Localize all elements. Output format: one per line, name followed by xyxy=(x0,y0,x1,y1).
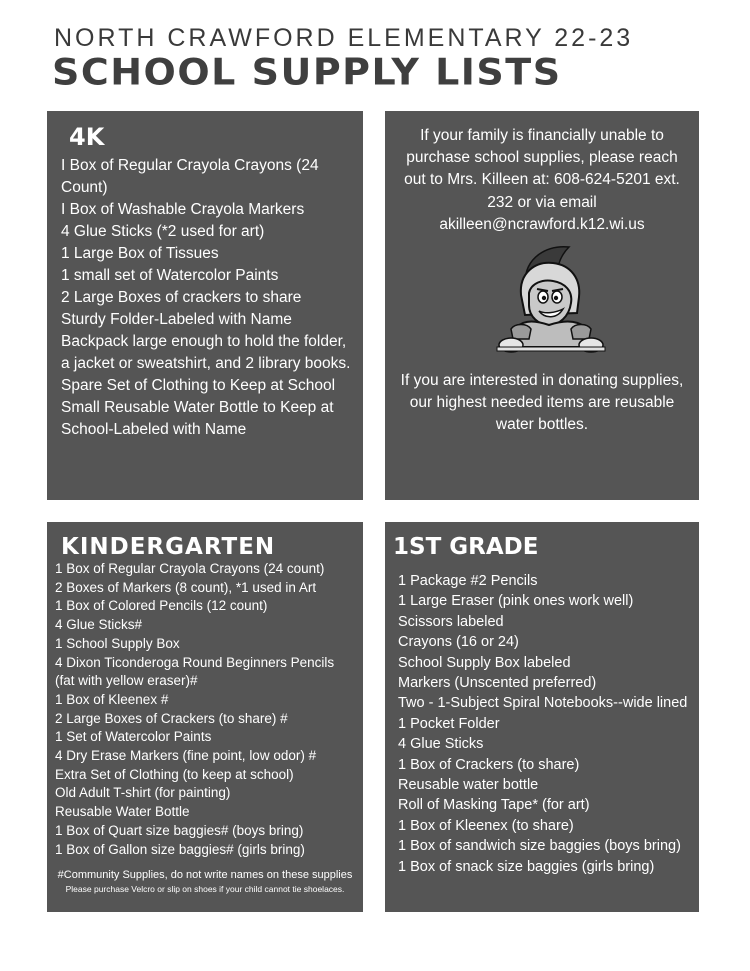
list-item: 1 Large Eraser (pink ones work well) xyxy=(398,593,634,610)
list-item: 1 Large Box of Tissues xyxy=(61,245,219,262)
list-item: 1 Box of Quart size baggies# (boys bring) xyxy=(55,822,304,838)
list-item: Backpack large enough to hold the folder, a jacket or sweatshirt, and 2 library books. xyxy=(61,333,351,372)
panel-4k-title: 4K xyxy=(69,123,105,151)
panel-kindergarten-title: KINDERGARTEN xyxy=(61,534,276,560)
list-item: 1 Box of sandwich size baggies (boys bring) xyxy=(398,838,681,855)
list-item: 1 Pocket Folder xyxy=(398,715,500,732)
list-item: Reusable Water Bottle xyxy=(55,804,190,820)
list-item: 1 Box of snack size baggies (girls bring) xyxy=(398,858,655,875)
supply-list-4k xyxy=(61,155,351,441)
list-item: Small Reusable Water Bottle to Keep at School-Labeled with Name xyxy=(61,399,334,438)
spartan-mascot-icon xyxy=(495,243,607,357)
list-item: 1 Box of Crackers (to share) xyxy=(398,756,580,773)
list-item: 2 Large Boxes of crackers to share xyxy=(61,289,302,306)
panel-4k xyxy=(47,111,363,500)
list-item: I Box of Regular Crayola Crayons (24 Count) xyxy=(61,157,319,196)
community-supplies-note: #Community Supplies, do not write names on these supplies xyxy=(57,869,353,881)
list-item: 1 Box of Kleenex (to share) xyxy=(398,817,574,834)
list-item: 4 Dixon Ticonderoga Round Beginners Pencils (fat with yellow eraser)# xyxy=(55,654,335,689)
list-item: 1 Box of Regular Crayola Crayons (24 count) xyxy=(55,561,325,576)
list-item: 1 Box of Colored Pencils (12 count) xyxy=(55,598,268,614)
list-item: School Supply Box labeled xyxy=(398,654,571,671)
list-item: Old Adult T-shirt (for painting) xyxy=(55,785,231,801)
list-item: 1 School Supply Box xyxy=(55,635,180,651)
panel-kindergarten xyxy=(47,522,363,912)
list-item: 2 Large Boxes of Crackers (to share) # xyxy=(55,710,288,726)
list-item: Scissors labeled xyxy=(398,613,504,630)
list-item: 1 Set of Watercolor Paints xyxy=(55,729,212,745)
list-item: Extra Set of Clothing (to keep at school) xyxy=(55,766,294,782)
list-item: 4 Dry Erase Markers (fine point, low odor) # xyxy=(55,748,317,764)
list-item: 4 Glue Sticks (*2 used for art) xyxy=(61,223,265,240)
panel-1st-grade xyxy=(385,522,699,912)
financial-assistance-text: If your family is financially unable to purchase school supplies, please reach out to Mrs. Killeen at: 608-624-5201 ext. 232 or via email akilleen@ncrawford.k12.wi.us xyxy=(404,127,680,233)
list-item: 4 Glue Sticks# xyxy=(55,617,143,633)
list-item: 1 Box of Gallon size baggies# (girls bring) xyxy=(55,841,305,857)
shoes-note: Please purchase Velcro or slip on shoes if your child cannot tie shoelaces. xyxy=(65,884,345,894)
panel-1st-grade-title: 1ST GRADE xyxy=(393,534,539,560)
list-item: Sturdy Folder-Labeled with Name xyxy=(61,311,292,328)
page-title: SCHOOL SUPPLY LISTS xyxy=(52,51,562,93)
list-item: 2 Boxes of Markers (8 count), *1 used in Art xyxy=(55,579,317,595)
supply-list-kindergarten xyxy=(55,560,355,859)
panel-info xyxy=(385,111,699,500)
list-item: Spare Set of Clothing to Keep at School xyxy=(61,377,336,394)
list-item: Two - 1-Subject Spiral Notebooks--wide lined xyxy=(398,695,688,712)
list-item: Roll of Masking Tape* (for art) xyxy=(398,797,590,814)
list-item: 4 Glue Sticks xyxy=(398,736,484,753)
donation-text: If you are interested in donating supplies, our highest needed items are reusable water bottles. xyxy=(400,372,684,434)
list-item: I Box of Washable Crayola Markers xyxy=(61,201,305,218)
header-subtitle: NORTH CRAWFORD ELEMENTARY 22-23 xyxy=(54,24,634,52)
list-item: Markers (Unscented preferred) xyxy=(398,675,597,692)
list-item: 1 small set of Watercolor Paints xyxy=(61,267,279,284)
list-item: Reusable water bottle xyxy=(398,777,539,794)
list-item: 1 Box of Kleenex # xyxy=(55,691,169,707)
list-item: Crayons (16 or 24) xyxy=(398,634,519,651)
list-item: 1 Package #2 Pencils xyxy=(398,573,538,589)
supply-list-1st-grade xyxy=(398,571,694,877)
